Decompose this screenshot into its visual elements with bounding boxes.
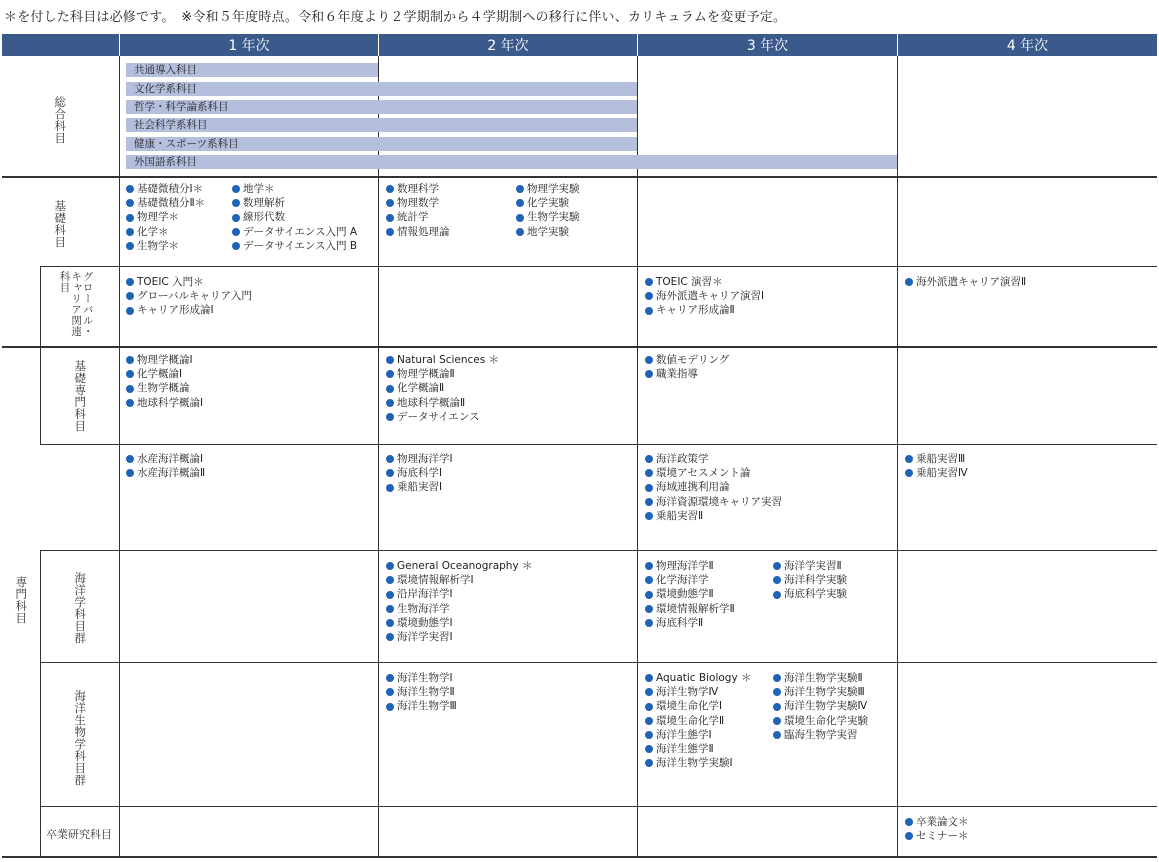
bullet-icon <box>386 469 394 477</box>
course-name: 海域連携利用論 <box>656 481 730 494</box>
course-name: 乗船実習Ⅲ <box>916 453 966 465</box>
label-kiso: 基礎科目 <box>53 200 68 248</box>
course-name: データサイエンス入門 B <box>243 239 358 252</box>
course-item <box>645 714 752 728</box>
bullet-icon <box>386 356 394 364</box>
bullet-icon <box>645 307 653 315</box>
kaiyoseibutsu-y3-col-b <box>773 671 868 742</box>
course-item <box>126 452 205 466</box>
course-item <box>773 559 847 573</box>
course-name: 物理学概論Ⅰ <box>137 354 193 366</box>
course-name: 卒業論文＊ <box>916 816 969 828</box>
course-name: 乗船実習Ⅰ <box>397 481 443 494</box>
bullet-icon <box>516 214 524 222</box>
course-item <box>126 303 252 317</box>
course-name: 環境情報解析学Ⅰ <box>397 574 474 587</box>
global-y3 <box>645 275 764 318</box>
course-name: 海底科学実験 <box>784 588 847 601</box>
course-name: 数理科学 <box>397 183 439 195</box>
course-name: キャリア形成論Ⅰ <box>137 304 214 317</box>
course-item <box>386 671 457 685</box>
course-item <box>386 573 533 587</box>
course-item <box>386 699 457 713</box>
course-item <box>905 466 968 480</box>
bullet-icon <box>645 370 653 378</box>
bullet-icon <box>386 214 394 222</box>
bullet-icon <box>645 576 653 584</box>
course-item <box>773 714 868 728</box>
course-item <box>516 182 580 196</box>
course-item <box>232 182 357 196</box>
bullet-icon <box>386 484 394 492</box>
course-name: 海洋政策学 <box>656 453 709 465</box>
bullet-icon <box>386 688 394 696</box>
course-name: 地学＊ <box>243 183 275 195</box>
course-name: データサイエンス <box>397 410 480 423</box>
bar-label-kenko: 健康・スポーツ系科目 <box>134 138 239 150</box>
course-item <box>645 289 764 303</box>
course-name: 物理数学 <box>397 197 439 210</box>
bullet-icon <box>773 562 781 570</box>
header-year-3: 3 年次 <box>638 34 897 56</box>
course-item <box>773 587 847 601</box>
bullet-icon <box>386 455 394 463</box>
row-divider-kaiyoseibutsu <box>40 806 1157 807</box>
course-item <box>232 225 357 239</box>
bullet-icon <box>773 717 781 725</box>
bullet-icon <box>386 370 394 378</box>
course-name: 環境生命化学Ⅰ <box>656 700 723 713</box>
course-item <box>386 196 450 210</box>
bullet-icon <box>773 731 781 739</box>
course-name: 化学概論Ⅰ <box>137 368 183 381</box>
course-item <box>645 367 729 381</box>
course-name: 環境情報解析学Ⅱ <box>656 602 735 615</box>
course-item <box>232 239 357 253</box>
course-name: Aquatic Biology ＊ <box>656 672 752 684</box>
bullet-icon <box>126 278 134 286</box>
senmon-common-y2 <box>386 452 453 495</box>
course-name: 数値モデリング <box>656 354 730 366</box>
label-global: グローバル・キャリア関連科目 <box>58 271 94 337</box>
course-name: 生物学＊ <box>137 239 179 252</box>
course-name: 生物学実験 <box>527 211 580 224</box>
bullet-icon <box>773 688 781 696</box>
course-name: 沿岸海洋学Ⅰ <box>397 588 453 601</box>
course-item <box>516 210 580 224</box>
kiso-senmon-y1 <box>126 353 203 410</box>
course-item <box>386 396 499 410</box>
course-name: 生物学概論 <box>137 382 190 395</box>
bar-label-shakai: 社会科学系科目 <box>134 119 208 131</box>
bullet-icon <box>386 674 394 682</box>
label-sotsugyo: 卒業研究科目 <box>46 828 112 841</box>
subgroup-divider-global <box>40 266 41 346</box>
course-name: 化学＊ <box>137 225 169 238</box>
course-name: 数理解析 <box>243 197 285 210</box>
course-name: Natural Sciences ＊ <box>397 354 500 366</box>
course-name: 海洋生物学Ⅰ <box>397 672 453 684</box>
course-item <box>386 602 533 616</box>
label-senmon: 専門科目 <box>14 576 29 624</box>
label-sogo: 総合科目 <box>53 96 68 144</box>
course-name: 海外派遣キャリア演習Ⅱ <box>916 276 1027 288</box>
course-name: 海底科学Ⅰ <box>397 467 443 480</box>
bullet-icon <box>126 370 134 378</box>
bullet-icon <box>126 228 134 236</box>
course-item <box>126 196 205 210</box>
course-name: 環境動態学Ⅱ <box>656 588 714 601</box>
course-name: 物理学＊ <box>137 211 179 224</box>
course-item <box>645 452 782 466</box>
course-item <box>126 466 205 480</box>
course-item <box>126 182 205 196</box>
course-name: 海洋学実習Ⅰ <box>397 631 453 644</box>
bullet-icon <box>645 605 653 613</box>
kiso-y2-col-b <box>516 182 580 239</box>
row-divider-common <box>40 550 1157 551</box>
kiso-senmon-y3 <box>645 353 729 381</box>
course-name: 乗船実習Ⅱ <box>656 509 704 522</box>
kaiyoseibutsu-y3-col-a <box>645 671 752 770</box>
bullet-icon <box>232 199 240 207</box>
bullet-icon <box>645 498 653 506</box>
course-name: 物理学概論Ⅱ <box>397 368 455 381</box>
senmon-common-y4 <box>905 452 968 480</box>
course-item <box>386 410 499 424</box>
bullet-icon <box>645 688 653 696</box>
bullet-icon <box>386 633 394 641</box>
course-item <box>645 495 782 509</box>
bullet-icon <box>905 469 913 477</box>
bullet-icon <box>645 731 653 739</box>
course-item <box>645 587 735 601</box>
bullet-icon <box>645 717 653 725</box>
course-name: 水産海洋概論Ⅱ <box>137 467 206 480</box>
bullet-icon <box>232 242 240 250</box>
course-name: 基礎微積分Ⅱ＊ <box>137 197 206 210</box>
bullet-icon <box>773 674 781 682</box>
bullet-icon <box>516 199 524 207</box>
course-item <box>386 353 499 367</box>
course-item <box>645 466 782 480</box>
bullet-icon <box>386 228 394 236</box>
course-item <box>905 815 969 829</box>
course-item <box>645 742 752 756</box>
bar-label-tetsugaku: 哲学・科学論系科目 <box>134 101 229 113</box>
course-name: 海洋生物学実験Ⅰ <box>656 757 733 770</box>
course-item <box>773 728 868 742</box>
bullet-icon <box>645 703 653 711</box>
bullet-icon <box>386 185 394 193</box>
bullet-icon <box>126 385 134 393</box>
course-name: 地球科学概論Ⅱ <box>397 396 466 409</box>
global-y4 <box>905 275 1026 289</box>
kaiyogaku-y3-col-a <box>645 559 735 630</box>
course-item <box>516 225 580 239</box>
bullet-icon <box>232 185 240 193</box>
course-item <box>386 182 450 196</box>
bullet-icon <box>905 455 913 463</box>
course-item <box>126 396 203 410</box>
course-item <box>386 587 533 601</box>
course-name: グローバルキャリア入門 <box>137 290 252 303</box>
course-name: 化学概論Ⅱ <box>397 382 445 395</box>
course-name: 地学実験 <box>527 225 569 238</box>
header-year-2: 2 年次 <box>379 34 637 56</box>
bullet-icon <box>645 278 653 286</box>
course-item <box>645 756 752 770</box>
course-item <box>126 381 203 395</box>
bullet-icon <box>386 562 394 570</box>
bullet-icon <box>126 185 134 193</box>
kiso-senmon-y2 <box>386 353 499 424</box>
course-item <box>645 728 752 742</box>
bar-gaikokugo <box>126 155 897 169</box>
course-item <box>645 509 782 523</box>
course-name: 海洋生物学Ⅱ <box>397 686 455 699</box>
course-item <box>773 685 868 699</box>
bullet-icon <box>645 759 653 767</box>
bullet-icon <box>645 469 653 477</box>
course-item <box>516 196 580 210</box>
course-name: キャリア形成論Ⅱ <box>656 304 735 317</box>
bullet-icon <box>645 591 653 599</box>
row-divider-bottom <box>2 856 1157 858</box>
bullet-icon <box>773 576 781 584</box>
course-item <box>126 289 252 303</box>
senmon-common-y3 <box>645 452 782 523</box>
course-name: 物理学実験 <box>527 183 580 195</box>
course-name: General Oceanography ＊ <box>397 560 533 572</box>
course-name: 海洋生物学実験Ⅱ <box>784 672 863 684</box>
bullet-icon <box>645 292 653 300</box>
course-item <box>386 367 499 381</box>
bullet-icon <box>773 591 781 599</box>
course-name: 海洋生物学Ⅳ <box>656 686 719 699</box>
course-item <box>645 480 782 494</box>
course-name: 環境生命化学Ⅱ <box>656 714 725 727</box>
course-item <box>386 685 457 699</box>
course-item <box>386 480 453 494</box>
course-name: 水産海洋概論Ⅰ <box>137 453 204 465</box>
label-kaiyoseibutsu: 海洋生物学科目群 <box>73 690 88 786</box>
bullet-icon <box>386 199 394 207</box>
sotsugyo-y4 <box>905 815 969 843</box>
bullet-icon <box>386 605 394 613</box>
course-item <box>645 671 752 685</box>
course-name: 物理海洋学Ⅰ <box>397 453 453 465</box>
course-item <box>645 559 735 573</box>
course-item <box>386 466 453 480</box>
course-item <box>905 452 968 466</box>
course-name: 基礎微積分Ⅰ＊ <box>137 183 204 195</box>
course-name: TOEIC 演習＊ <box>656 276 723 288</box>
bullet-icon <box>386 413 394 421</box>
bullet-icon <box>645 619 653 627</box>
row-divider-kaiyogaku <box>40 662 1157 663</box>
course-name: 物理海洋学Ⅱ <box>656 560 714 572</box>
kaiyogaku-y3-col-b <box>773 559 847 602</box>
bullet-icon <box>645 356 653 364</box>
course-item <box>773 699 868 713</box>
course-name: 統計学 <box>397 211 429 224</box>
course-item <box>645 353 729 367</box>
bullet-icon <box>126 292 134 300</box>
bullet-icon <box>232 228 240 236</box>
course-name: データサイエンス入門 A <box>243 225 358 238</box>
course-name: 線形代数 <box>243 211 285 224</box>
course-name: 海洋科学実験 <box>784 574 847 587</box>
course-item <box>645 699 752 713</box>
course-item <box>645 275 764 289</box>
bullet-icon <box>905 832 913 840</box>
bullet-icon <box>126 399 134 407</box>
course-item <box>773 573 847 587</box>
course-item <box>232 210 357 224</box>
kiso-y2-col-a <box>386 182 450 239</box>
bullet-icon <box>905 818 913 826</box>
course-name: 職業指導 <box>656 368 698 381</box>
course-name: TOEIC 入門＊ <box>137 276 204 288</box>
bullet-icon <box>126 469 134 477</box>
course-name: 臨海生物学実習 <box>784 728 858 741</box>
course-item <box>645 303 764 317</box>
course-name: 生物海洋学 <box>397 602 450 615</box>
course-item <box>645 602 735 616</box>
bullet-icon <box>645 455 653 463</box>
bullet-icon <box>386 703 394 711</box>
course-item <box>386 616 533 630</box>
label-kaiyogaku: 海洋学科目群 <box>73 572 88 644</box>
course-item <box>126 275 252 289</box>
bullet-icon <box>386 619 394 627</box>
subgroup-divider-senmon-lower <box>40 550 41 856</box>
course-name: 乗船実習Ⅳ <box>916 467 968 480</box>
global-y1 <box>126 275 252 318</box>
row-divider-global <box>2 346 1157 348</box>
subgroup-divider-senmon <box>40 346 41 444</box>
bullet-icon <box>645 674 653 682</box>
header-year-1: 1 年次 <box>120 34 378 56</box>
bullet-icon <box>126 307 134 315</box>
course-name: 海外派遣キャリア演習Ⅰ <box>656 290 765 303</box>
course-name: 環境アセスメント論 <box>656 467 751 480</box>
course-name: 情報処理論 <box>397 225 450 238</box>
course-name: 海洋生物学実験Ⅳ <box>784 700 868 713</box>
course-name: セミナー＊ <box>916 830 969 843</box>
course-item <box>386 381 499 395</box>
bullet-icon <box>386 591 394 599</box>
bullet-icon <box>516 185 524 193</box>
course-item <box>126 210 205 224</box>
kiso-y1-col-a <box>126 182 205 253</box>
bar-bunka <box>126 82 637 96</box>
course-item <box>126 239 205 253</box>
course-item <box>126 367 203 381</box>
course-item <box>386 210 450 224</box>
course-item <box>905 275 1026 289</box>
course-item <box>386 559 533 573</box>
course-item <box>232 196 357 210</box>
course-name: 環境動態学Ⅰ <box>397 616 453 629</box>
course-item <box>126 225 205 239</box>
row-divider-sogo <box>2 176 1157 178</box>
course-item <box>386 225 450 239</box>
course-item <box>645 573 735 587</box>
course-name: 海洋生態学Ⅱ <box>656 743 714 756</box>
bullet-icon <box>516 228 524 236</box>
bullet-icon <box>645 562 653 570</box>
course-item <box>386 630 533 644</box>
bullet-icon <box>386 399 394 407</box>
course-name: 海洋生物学実験Ⅲ <box>784 686 865 699</box>
kaiyogaku-y2 <box>386 559 533 644</box>
bullet-icon <box>905 278 913 286</box>
bullet-icon <box>645 484 653 492</box>
course-name: 海洋生物学Ⅲ <box>397 700 457 713</box>
course-name: 化学実験 <box>527 197 569 210</box>
course-name: 海洋資源環境キャリア実習 <box>656 495 782 508</box>
course-item <box>905 829 969 843</box>
row-divider-kiso <box>40 266 1157 267</box>
course-name: 化学海洋学 <box>656 574 709 587</box>
bar-label-bunka: 文化学系科目 <box>134 83 197 95</box>
kiso-y1-col-b <box>232 182 357 253</box>
bullet-icon <box>386 576 394 584</box>
bullet-icon <box>645 512 653 520</box>
course-item <box>645 685 752 699</box>
bullet-icon <box>126 242 134 250</box>
bullet-icon <box>232 214 240 222</box>
bullet-icon <box>126 455 134 463</box>
course-name: 環境生命化学実験 <box>784 714 868 727</box>
label-kiso-senmon: 基礎専門科目 <box>73 360 88 432</box>
course-name: 地球科学概論Ⅰ <box>137 396 204 409</box>
bullet-icon <box>126 199 134 207</box>
senmon-common-y1 <box>126 452 205 480</box>
bar-label-kyotsu-donyu: 共通導入科目 <box>134 64 197 76</box>
bullet-icon <box>386 385 394 393</box>
bullet-icon <box>126 214 134 222</box>
required-note: ＊を付した科目は必修です。 ※令和５年度時点。令和６年度より２学期制から４学期制への移行に伴い、カリキュラムを変更予定。 <box>4 10 787 25</box>
course-item <box>386 452 453 466</box>
bullet-icon <box>126 356 134 364</box>
course-name: 海洋生態学Ⅰ <box>656 728 712 741</box>
header-corner <box>2 34 119 56</box>
bullet-icon <box>773 703 781 711</box>
course-name: 海洋学実習Ⅱ <box>784 560 842 572</box>
course-item <box>773 671 868 685</box>
course-name: 海底科学Ⅱ <box>656 616 704 629</box>
bullet-icon <box>645 745 653 753</box>
row-divider-kiso-senmon <box>40 444 1157 445</box>
kaiyoseibutsu-y2 <box>386 671 457 714</box>
header-year-4: 4 年次 <box>898 34 1157 56</box>
bar-label-gaikokugo: 外国語系科目 <box>134 156 197 168</box>
course-item <box>645 616 735 630</box>
course-item <box>126 353 203 367</box>
